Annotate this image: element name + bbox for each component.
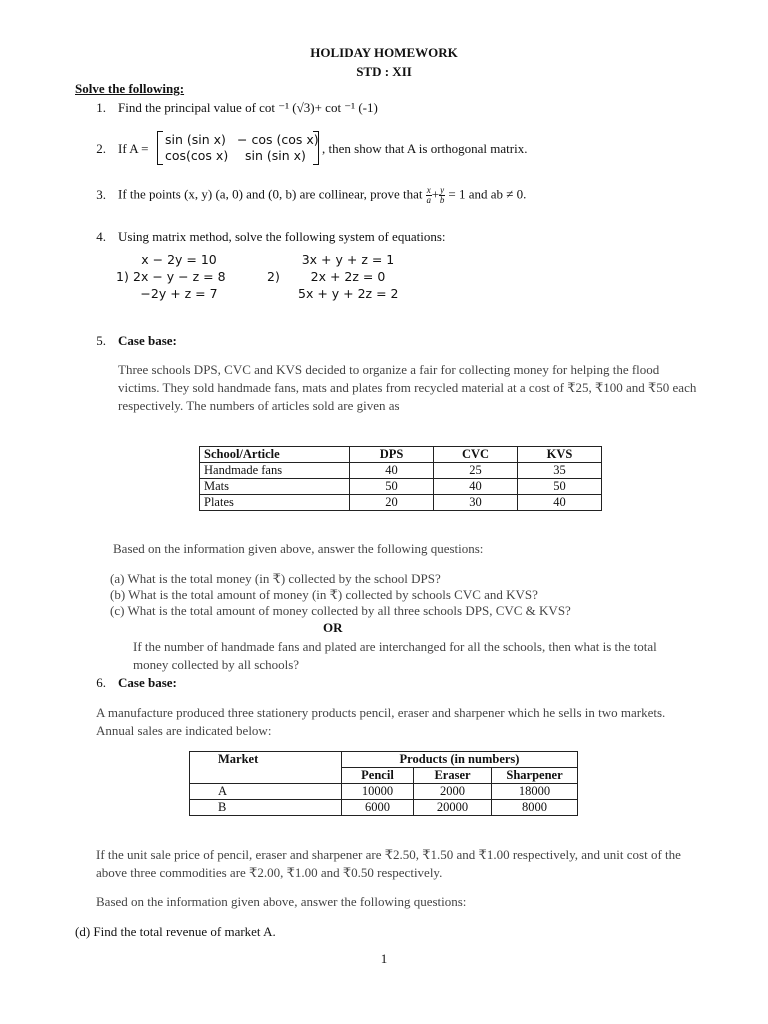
system-2-equations — [298, 251, 398, 302]
q4-number: 4. — [96, 229, 106, 244]
table-header: School/Article — [200, 447, 350, 463]
q3-suffix: = 1 and ab ≠ 0. — [448, 186, 527, 202]
q3-plus: + — [431, 186, 440, 202]
table-cell: 6000 — [342, 800, 414, 816]
q5-or-question: If the number of handmade fans and plated are interchanged for all the schools, then what is the total money collected by all schools? — [133, 639, 657, 672]
system-1-eq-1: x − 2y = 10 — [141, 252, 217, 267]
page-number: 1 — [380, 951, 388, 966]
q6-number: 6. — [96, 675, 106, 690]
table-cell: 50 — [350, 479, 434, 495]
table-cell: 40 — [518, 495, 602, 511]
matrix-cell-22: sin (sin x) — [245, 148, 306, 163]
q5-question-a: (a) What is the total money (in ₹) collected by the school DPS? — [110, 571, 441, 586]
q5-paragraph: Three schools DPS, CVC and KVS decided to organize a fair for collecting money for helping the flood victims. They sold handmade fans, mats and plates from recycled material at a cost of ₹25, ₹100 and ₹50 each respectively. The numbers of articles sold are given as — [118, 362, 697, 413]
q5-question-b: (b) What is the total amount of money (in ₹) collected by schools CVC and KVS? — [110, 587, 538, 602]
table-cell: 25 — [434, 463, 518, 479]
table-header: Sharpener — [492, 768, 578, 784]
q4-text: Using matrix method, solve the following system of equations: — [118, 229, 446, 244]
market-table — [189, 751, 578, 816]
table-cell: 40 — [350, 463, 434, 479]
table-header-row — [200, 447, 602, 463]
system-2-label: 2) — [267, 269, 280, 284]
matrix-cell-21: cos(cos x) — [165, 148, 229, 163]
q6-question-d: (d) Find the total revenue of market A. — [75, 924, 276, 939]
table-cell: 30 — [434, 495, 518, 511]
table-row — [200, 495, 602, 511]
table-cell: 40 — [434, 479, 518, 495]
table-cell: 50 — [518, 479, 602, 495]
table-cell: 20000 — [414, 800, 492, 816]
section-heading: Solve the following: — [75, 81, 185, 96]
homework-title: HOLIDAY HOMEWORK — [310, 45, 458, 60]
q5-label: Case base: — [118, 333, 177, 348]
system-1-label: 1) — [116, 269, 129, 284]
table-cell: 35 — [518, 463, 602, 479]
table-cell: Handmade fans — [200, 463, 350, 479]
table-header-row — [190, 752, 578, 768]
table-cell: Mats — [200, 479, 350, 495]
q6-paragraph: A manufacture produced three stationery products pencil, eraser and sharpener which he sells in two markets. Annual sales are indicated below: — [96, 705, 666, 738]
q5-number: 5. — [96, 333, 106, 348]
class-label: STD : XII — [356, 64, 412, 79]
q6-prices-paragraph: If the unit sale price of pencil, eraser and sharpener are ₹2.50, ₹1.50 and ₹1.00 respectively, and unit cost of the above three commodities are ₹2.00, ₹1.00 and ₹0.50 respectively. — [96, 847, 681, 880]
table-header: CVC — [434, 447, 518, 463]
matrix-left-bracket — [157, 131, 163, 165]
q2-number: 2. — [96, 141, 106, 156]
table-cell: 10000 — [342, 784, 414, 800]
or-label: OR — [323, 620, 343, 635]
table-row — [190, 800, 578, 816]
table-header: KVS — [518, 447, 602, 463]
table-row — [200, 463, 602, 479]
system-2-eq-2: 2x + 2z = 0 — [310, 269, 386, 284]
schools-table — [199, 446, 602, 511]
table-cell: 18000 — [492, 784, 578, 800]
system-1-equations — [133, 251, 225, 302]
q2-prefix: If A = — [118, 141, 149, 156]
table-row — [190, 784, 578, 800]
table-subheader-row — [190, 768, 578, 784]
q5-question-c: (c) What is the total amount of money collected by all three schools DPS, CVC & KVS? — [110, 603, 571, 618]
matrix-cell-12: − cos (cos x) — [237, 132, 319, 147]
q3-number: 3. — [96, 187, 106, 202]
table-cell: A — [190, 784, 342, 800]
table-header: Products (in numbers) — [342, 752, 578, 768]
table-cell: 2000 — [414, 784, 492, 800]
table-cell: Plates — [200, 495, 350, 511]
table-header: DPS — [350, 447, 434, 463]
system-2-eq-3: 5x + y + 2z = 2 — [298, 286, 399, 301]
q1-text: Find the principal value of cot ⁻¹ (√3)+ cot ⁻¹ (-1) — [118, 100, 378, 115]
table-cell: B — [190, 800, 342, 816]
table-header: Pencil — [342, 768, 414, 784]
q2-suffix: , then show that A is orthogonal matrix. — [322, 141, 528, 156]
table-header: Market — [190, 752, 342, 768]
system-1-eq-3: −2y + z = 7 — [140, 286, 218, 301]
table-header: Eraser — [414, 768, 492, 784]
q3-text: If the points (x, y) (a, 0) and (0, b) are collinear, prove that — [118, 186, 423, 202]
fraction-x-over-a: $\frac{x}{a}$ — [426, 185, 432, 205]
fraction-y-over-b: $\frac{y}{b}$ — [439, 185, 445, 205]
system-1-eq-2: 2x − y − z = 8 — [133, 269, 226, 284]
table-cell: 20 — [350, 495, 434, 511]
system-2-eq-1: 3x + y + z = 1 — [301, 252, 395, 267]
q3-statement — [118, 186, 526, 205]
table-header-empty — [190, 768, 342, 784]
q5-intro: Based on the information given above, answer the following questions: — [113, 541, 484, 556]
q6-intro: Based on the information given above, answer the following questions: — [96, 894, 467, 909]
matrix-a — [157, 131, 319, 165]
table-row — [200, 479, 602, 495]
q6-label: Case base: — [118, 675, 177, 690]
q1-number: 1. — [96, 100, 106, 115]
matrix-cell-11: sin (sin x) — [165, 132, 226, 147]
table-cell: 8000 — [492, 800, 578, 816]
